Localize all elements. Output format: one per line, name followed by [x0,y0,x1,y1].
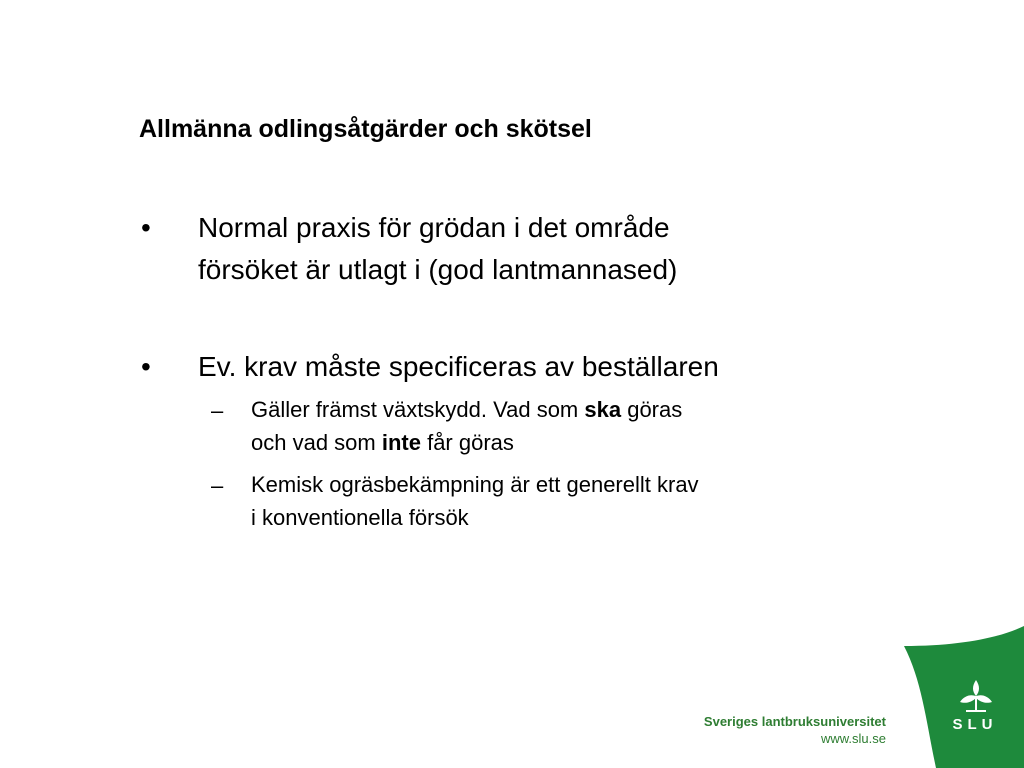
slu-plant-icon [956,678,996,718]
slu-logo-text: SLU [952,716,998,733]
sub-bullet-2-line-2: i konventionella försök [251,505,469,530]
emphasis-inte: inte [381,430,421,455]
sub-bullet-1-line-1 [251,395,682,425]
sub-bullet-1-line-2-post: får göras [420,430,514,455]
slu-logo [904,626,1024,768]
sub-bullet-1-line-1-pre: Gäller främst växtskydd. Vad som [251,397,585,422]
sub-bullet-1-line-2 [251,428,514,458]
bullet-2-line-1: Ev. krav måste specificeras av beställaren [198,351,719,382]
bullet-1-line-1: Normal praxis för grödan i det område [198,212,670,243]
footer-url: www.slu.se [820,731,886,746]
sub-bullet-1-line-2-pre: och vad som [251,430,382,455]
bullet-marker: • [141,212,151,243]
footer-org-name: Sveriges lantbruksuniversitet [703,714,886,729]
sub-bullet-2-line-1: Kemisk ogräsbekämpning är ett generellt krav [251,472,699,497]
bullet-marker: • [141,351,151,382]
sub-bullet-marker: – [211,398,224,423]
sub-bullet-1-line-1-post: göras [621,397,683,422]
sub-bullet-marker: – [211,473,224,498]
emphasis-ska: ska [584,397,622,422]
bullet-1-line-2: försöket är utlagt i (god lantmannased) [198,254,678,285]
slide-title: Allmänna odlingsåtgärder och skötsel [139,115,592,143]
